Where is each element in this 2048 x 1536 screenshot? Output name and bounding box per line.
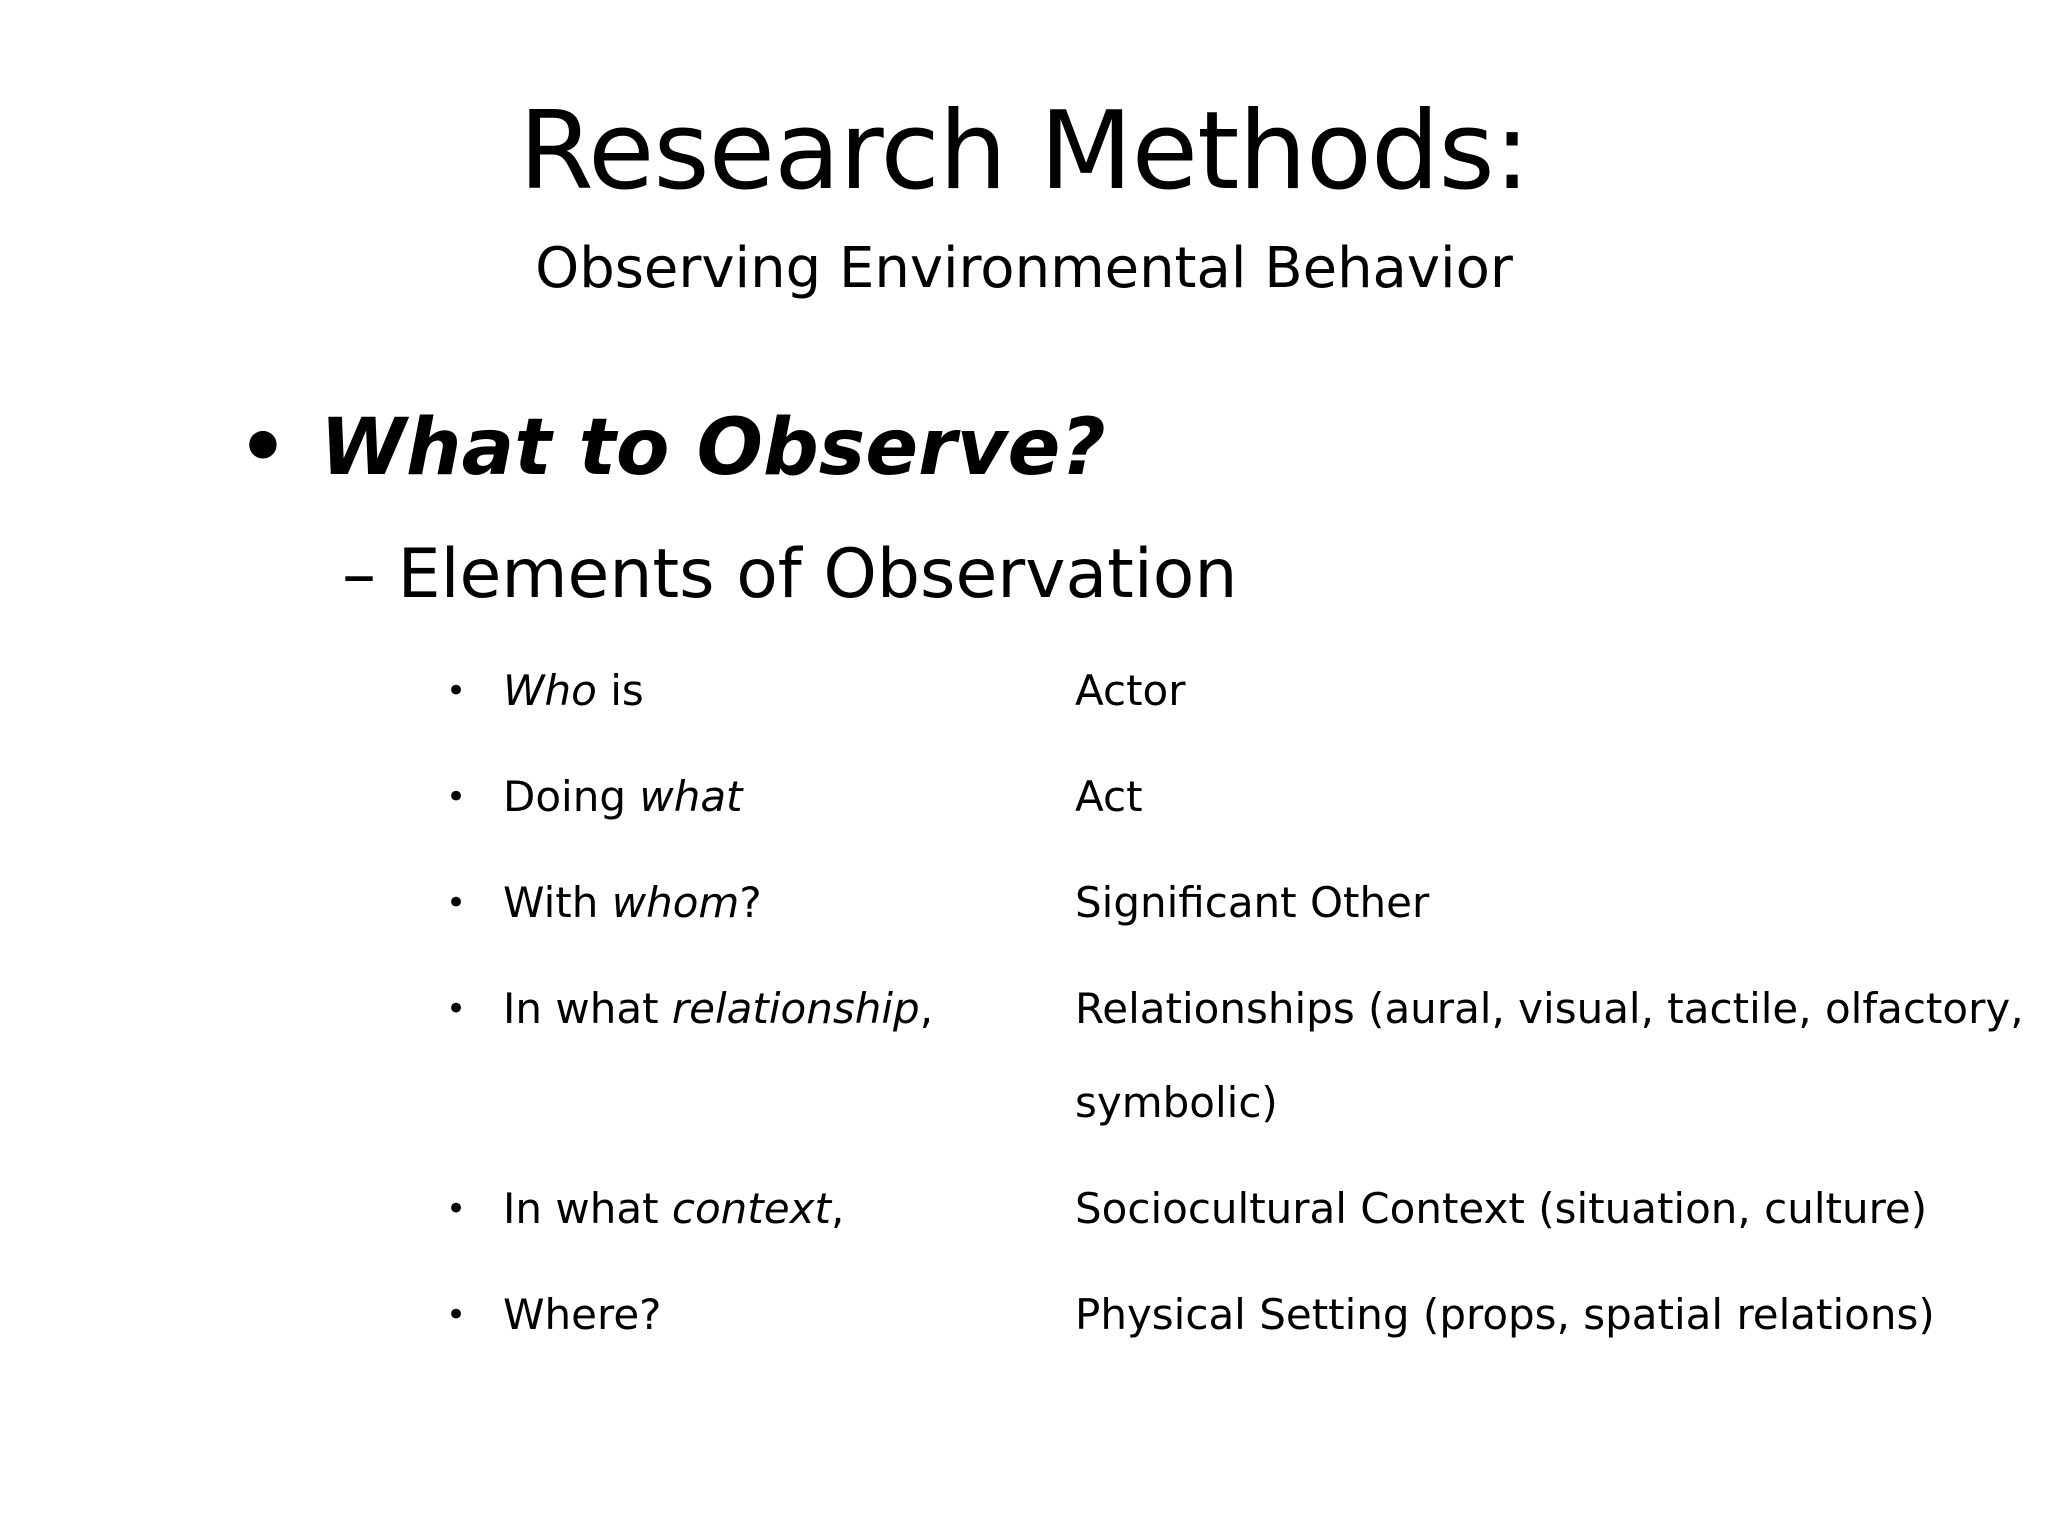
bullet-text: What to Observe? — [320, 403, 1106, 493]
bullet-icon: • — [446, 989, 467, 1029]
element-question: In what relationship, — [503, 984, 934, 1033]
list-item — [0, 762, 2048, 832]
list-item — [0, 1280, 2048, 1350]
list-item — [0, 656, 2048, 726]
list-item — [0, 974, 2048, 1127]
element-term: Relationships (aural, visual, tactile, olfactory, symbolic) — [1075, 984, 2024, 1127]
sub-bullet-elements-of-observation — [342, 530, 1237, 620]
bullet-icon: • — [238, 403, 288, 493]
bullet-icon: • — [446, 671, 467, 711]
element-term: Act — [1075, 772, 1143, 821]
element-question: Who is — [503, 666, 644, 715]
element-term: Actor — [1075, 666, 1186, 715]
list-item — [0, 868, 2048, 938]
bullet-icon: • — [446, 1189, 467, 1229]
element-term: Significant Other — [1075, 878, 1430, 927]
sub-bullet-text: Elements of Observation — [397, 535, 1238, 614]
slide-title: Research Methods: — [518, 89, 1530, 214]
list-item — [0, 1174, 2048, 1244]
element-term: Sociocultural Context (situation, culture) — [1075, 1184, 1928, 1233]
element-question: In what context, — [503, 1184, 845, 1233]
element-question: With whom? — [503, 878, 762, 927]
slide-subtitle: Observing Environmental Behavior — [535, 236, 1513, 301]
element-term: Physical Setting (props, spatial relations) — [1075, 1290, 1935, 1339]
dash-icon: – — [342, 535, 376, 614]
element-question: Where? — [503, 1290, 662, 1339]
bullet-icon: • — [446, 1295, 467, 1335]
bullet-icon: • — [446, 883, 467, 923]
bullet-what-to-observe — [238, 398, 1106, 498]
bullet-icon: • — [446, 777, 467, 817]
element-question: Doing what — [503, 772, 743, 821]
